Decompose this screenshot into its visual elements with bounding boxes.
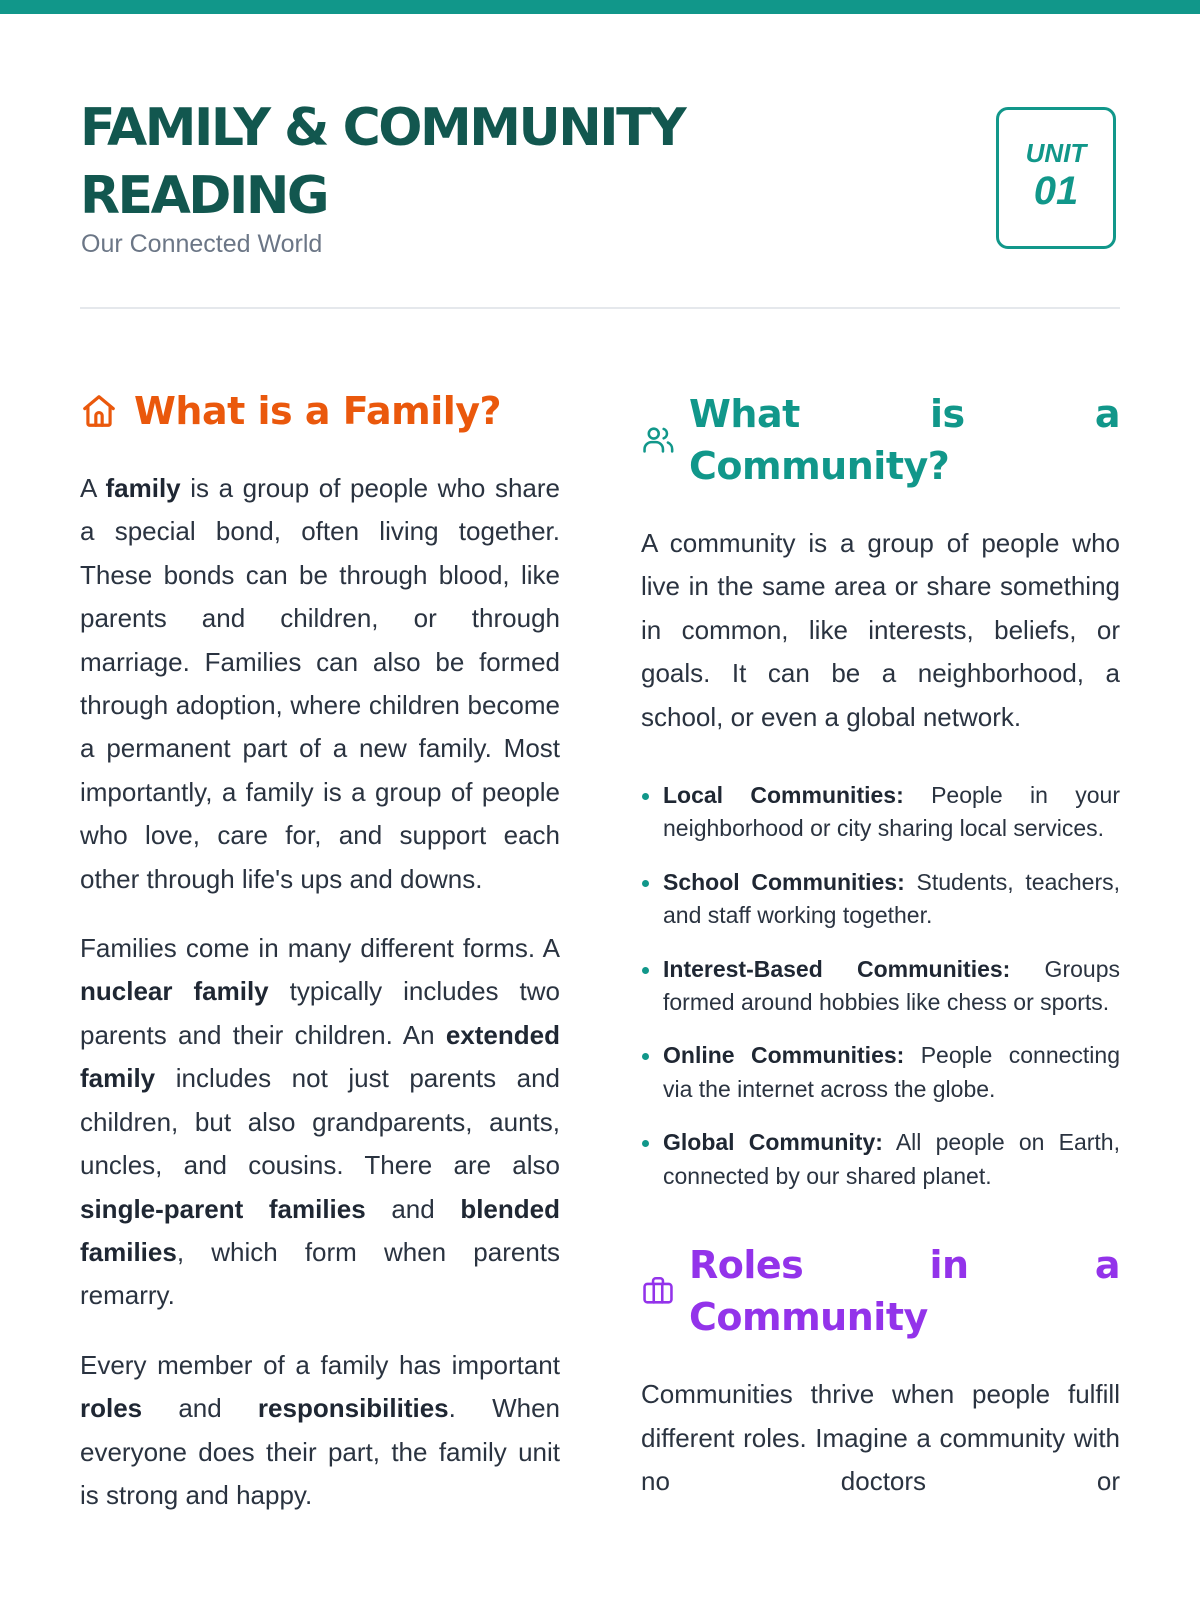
bold-term: family [105,473,181,503]
home-icon [80,392,118,430]
community-types-list [641,779,1120,1193]
bold-term: blended families [80,1193,560,1267]
family-heading [80,385,560,437]
list-item [641,866,1120,933]
list-item [641,1039,1120,1106]
text-run: . When everyone does their part, the family unit is strong and happy. [80,1393,560,1510]
bullet-text: Students, teachers, and staff working together. [663,868,1120,929]
header-divider [80,307,1120,309]
bullet-text: People in your neighborhood or city sharing local services. [663,782,1120,842]
bullet-term: Local Communities: [663,782,904,809]
list-item [641,1126,1120,1193]
top-accent-bar [0,0,1200,14]
text-run: , which form when parents remarry. [80,1236,560,1311]
community-heading-text: What is a Community? [689,392,1120,488]
text-run: includes not just parents and children, but also grandparents, aunts, uncles, and cousins. There are also [80,1063,560,1181]
text-run: and [365,1193,461,1224]
unit-label: UNIT [1025,138,1087,168]
bold-term: nuclear family [80,976,269,1007]
bold-term: extended family [80,1019,560,1094]
unit-badge [996,107,1116,249]
bold-term: responsibilities [257,1393,449,1424]
bold-term: roles [80,1393,143,1424]
bold-term: single-parent families [80,1193,366,1224]
text-run: Families come in many different forms. A [80,933,560,964]
community-heading [641,388,1120,492]
family-paragraph-3 [80,1344,560,1518]
bullet-term: Global Community: [663,1129,883,1156]
text-run: Every member of a family has important [80,1349,560,1380]
bullet-text: All people on Earth, connected by our shared planet. [663,1129,1120,1189]
community-column [641,388,1120,1503]
text-run: and [142,1393,258,1424]
briefcase-icon [641,1274,675,1308]
bullet-term: School Communities: [663,868,905,895]
family-section [80,385,560,1517]
roles-heading-text: Roles in a Community [689,1243,1120,1340]
family-paragraph-1 [80,467,560,901]
page-title: FAMILY & COMMUNITY READING [80,98,685,226]
unit-number: 01 [1033,169,1079,213]
roles-intro: Communities thrive when people fulfill different roles. Imagine a community with no doctors or [641,1379,1120,1496]
list-item [641,953,1120,1020]
family-heading-text: What is a Family? [134,389,502,433]
bullet-term: Online Communities: [663,1042,905,1069]
family-paragraph-2 [80,927,560,1318]
text-run: typically includes two parents and their children. An [80,976,560,1050]
page-subtitle: Our Connected World [81,230,323,258]
bullet-text: People connecting via the internet across the globe. [663,1042,1120,1102]
roles-heading [641,1239,1120,1343]
text-run: is a group of people who share a special bond, often living together. These bonds can be through blood, like parents and children, or through marriage. Families can also be formed through adoption, where children become a permanent part of a new family. Most importantly, a family is a group of people who love, care for, and support each other through life's ups and downs. [80,473,560,894]
bullet-text: Groups formed around hobbies like chess or sports. [663,955,1120,1016]
text-run: A [80,473,106,503]
list-item [641,779,1120,846]
community-intro: A community is a group of people who live in the same area or share something in common, like interests, beliefs, or goals. It can be a neighborhood, a school, or even a global network. [641,528,1120,732]
bullet-term: Interest-Based Communities: [663,955,1011,982]
users-icon [641,423,675,457]
